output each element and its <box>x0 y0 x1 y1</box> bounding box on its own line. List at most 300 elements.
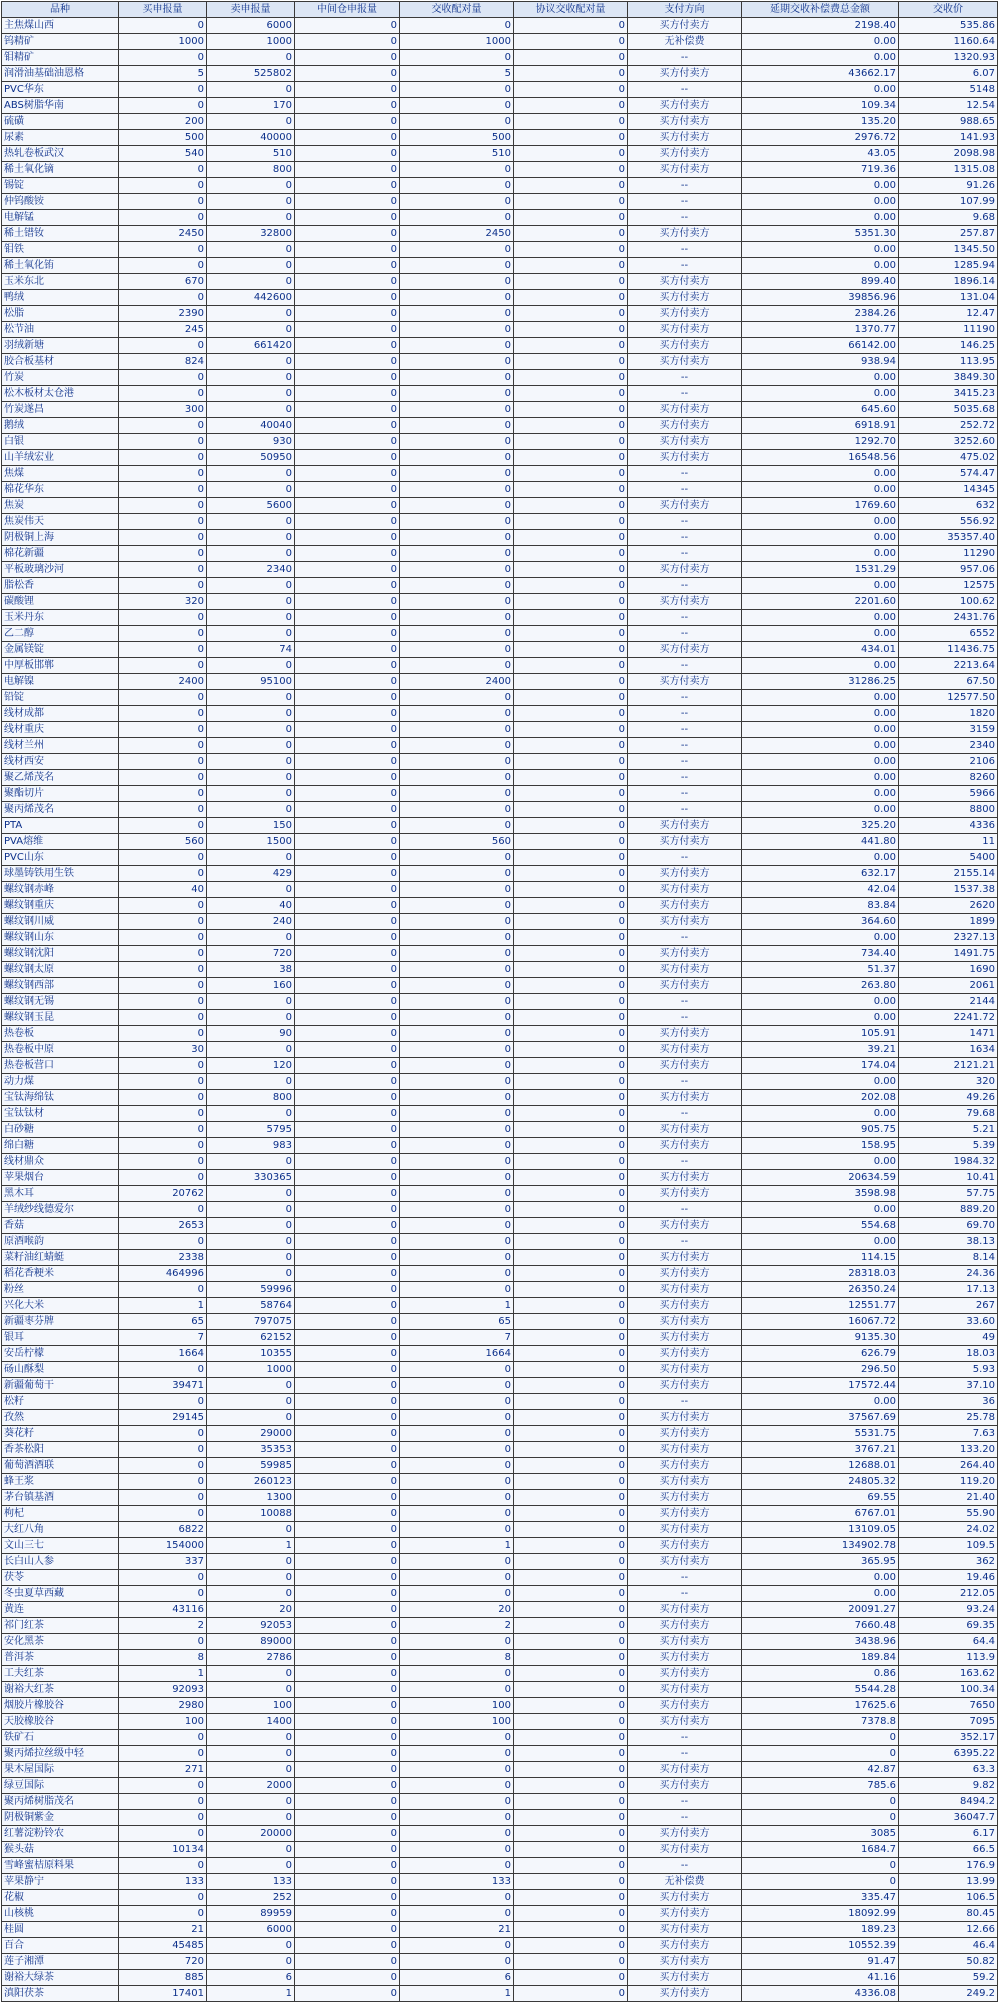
cell-payment-direction: -- <box>628 482 742 498</box>
cell-product: 鹅绒 <box>2 418 119 434</box>
cell-sell-qty: 95100 <box>207 674 295 690</box>
cell-matched-qty: 0 <box>400 642 514 658</box>
cell-sell-qty: 0 <box>207 770 295 786</box>
cell-buy-qty: 670 <box>119 274 207 290</box>
cell-product: 粉丝 <box>2 1282 119 1298</box>
cell-payment-direction: 买方付卖方 <box>628 834 742 850</box>
cell-sell-qty: 92053 <box>207 1618 295 1634</box>
cell-settlement-price: 2155.14 <box>899 866 998 882</box>
cell-settlement-price: 7095 <box>899 1714 998 1730</box>
cell-product: 热轧卷板武汉 <box>2 146 119 162</box>
table-row <box>2 1394 998 1410</box>
cell-sell-qty: 0 <box>207 258 295 274</box>
cell-settlement-price: 91.26 <box>899 178 998 194</box>
cell-agreement-qty: 0 <box>514 1986 628 2002</box>
cell-product: 锡锭 <box>2 178 119 194</box>
cell-settlement-price: 5035.68 <box>899 402 998 418</box>
cell-sell-qty: 1500 <box>207 834 295 850</box>
cell-payment-direction: 买方付卖方 <box>628 818 742 834</box>
cell-settlement-price: 133.20 <box>899 1442 998 1458</box>
cell-middle-qty: 0 <box>295 1362 400 1378</box>
cell-compensation-total: 2384.26 <box>742 306 899 322</box>
cell-agreement-qty: 0 <box>514 258 628 274</box>
cell-compensation-total: 365.95 <box>742 1554 899 1570</box>
table-row <box>2 1410 998 1426</box>
cell-middle-qty: 0 <box>295 82 400 98</box>
cell-buy-qty: 500 <box>119 130 207 146</box>
cell-matched-qty: 0 <box>400 770 514 786</box>
cell-product: 桂圆 <box>2 1922 119 1938</box>
cell-buy-qty: 154000 <box>119 1538 207 1554</box>
cell-sell-qty: 0 <box>207 754 295 770</box>
cell-compensation-total: 0.86 <box>742 1666 899 1682</box>
cell-buy-qty: 0 <box>119 1234 207 1250</box>
cell-compensation-total: 51.37 <box>742 962 899 978</box>
cell-settlement-price: 59.2 <box>899 1970 998 1986</box>
cell-settlement-price: 2241.72 <box>899 1010 998 1026</box>
cell-agreement-qty: 0 <box>514 1442 628 1458</box>
cell-matched-qty: 5 <box>400 66 514 82</box>
cell-payment-direction: 买方付卖方 <box>628 498 742 514</box>
cell-settlement-price: 50.82 <box>899 1954 998 1970</box>
table-row <box>2 594 998 610</box>
cell-settlement-price: 1160.64 <box>899 34 998 50</box>
cell-agreement-qty: 0 <box>514 1538 628 1554</box>
cell-buy-qty: 7 <box>119 1330 207 1346</box>
cell-middle-qty: 0 <box>295 1330 400 1346</box>
cell-payment-direction: 买方付卖方 <box>628 562 742 578</box>
cell-sell-qty: 89000 <box>207 1634 295 1650</box>
cell-product: 螺纹钢重庆 <box>2 898 119 914</box>
cell-middle-qty: 0 <box>295 1490 400 1506</box>
cell-agreement-qty: 0 <box>514 482 628 498</box>
table-row <box>2 466 998 482</box>
cell-buy-qty: 720 <box>119 1954 207 1970</box>
cell-agreement-qty: 0 <box>514 866 628 882</box>
cell-matched-qty: 0 <box>400 1954 514 1970</box>
cell-compensation-total: 20091.27 <box>742 1602 899 1618</box>
cell-settlement-price: 8494.2 <box>899 1794 998 1810</box>
cell-agreement-qty: 0 <box>514 642 628 658</box>
cell-sell-qty: 40 <box>207 898 295 914</box>
cell-compensation-total: 6767.01 <box>742 1506 899 1522</box>
cell-agreement-qty: 0 <box>514 34 628 50</box>
cell-buy-qty: 0 <box>119 898 207 914</box>
cell-payment-direction: -- <box>628 1010 742 1026</box>
cell-settlement-price: 957.06 <box>899 562 998 578</box>
cell-sell-qty: 0 <box>207 1218 295 1234</box>
cell-matched-qty: 8 <box>400 1650 514 1666</box>
cell-buy-qty: 0 <box>119 1202 207 1218</box>
cell-matched-qty: 0 <box>400 1154 514 1170</box>
cell-matched-qty: 0 <box>400 402 514 418</box>
cell-product: 线材西安 <box>2 754 119 770</box>
cell-matched-qty: 0 <box>400 178 514 194</box>
cell-settlement-price: 11436.75 <box>899 642 998 658</box>
cell-sell-qty: 510 <box>207 146 295 162</box>
cell-agreement-qty: 0 <box>514 1234 628 1250</box>
cell-middle-qty: 0 <box>295 706 400 722</box>
cell-product: 松籽 <box>2 1394 119 1410</box>
cell-sell-qty: 0 <box>207 1266 295 1282</box>
cell-agreement-qty: 0 <box>514 674 628 690</box>
cell-compensation-total: 42.87 <box>742 1762 899 1778</box>
table-row <box>2 706 998 722</box>
table-row <box>2 1074 998 1090</box>
cell-middle-qty: 0 <box>295 1122 400 1138</box>
cell-agreement-qty: 0 <box>514 194 628 210</box>
cell-sell-qty: 2340 <box>207 562 295 578</box>
cell-settlement-price: 264.40 <box>899 1458 998 1474</box>
cell-matched-qty: 1 <box>400 1986 514 2002</box>
cell-middle-qty: 0 <box>295 146 400 162</box>
cell-settlement-price: 146.25 <box>899 338 998 354</box>
cell-product: 滇阳茯茶 <box>2 1986 119 2002</box>
cell-payment-direction: 买方付卖方 <box>628 594 742 610</box>
cell-agreement-qty: 0 <box>514 946 628 962</box>
cell-settlement-price: 5.93 <box>899 1362 998 1378</box>
cell-agreement-qty: 0 <box>514 242 628 258</box>
cell-payment-direction: 买方付卖方 <box>628 1778 742 1794</box>
cell-buy-qty: 2390 <box>119 306 207 322</box>
cell-payment-direction: -- <box>628 1202 742 1218</box>
cell-sell-qty: 0 <box>207 1410 295 1426</box>
table-row <box>2 1810 998 1826</box>
cell-buy-qty: 29145 <box>119 1410 207 1426</box>
cell-payment-direction: -- <box>628 546 742 562</box>
cell-agreement-qty: 0 <box>514 754 628 770</box>
cell-product: 稻花香粳米 <box>2 1266 119 1282</box>
cell-compensation-total: 0.00 <box>742 850 899 866</box>
cell-matched-qty: 100 <box>400 1714 514 1730</box>
cell-middle-qty: 0 <box>295 818 400 834</box>
cell-product: 普洱茶 <box>2 1650 119 1666</box>
cell-matched-qty: 0 <box>400 1186 514 1202</box>
cell-payment-direction: 买方付卖方 <box>628 1682 742 1698</box>
table-row <box>2 1538 998 1554</box>
cell-middle-qty: 0 <box>295 1266 400 1282</box>
cell-settlement-price: 1896.14 <box>899 274 998 290</box>
cell-agreement-qty: 0 <box>514 114 628 130</box>
cell-payment-direction: 买方付卖方 <box>628 1938 742 1954</box>
cell-matched-qty: 0 <box>400 1394 514 1410</box>
cell-sell-qty: 160 <box>207 978 295 994</box>
cell-matched-qty: 0 <box>400 1634 514 1650</box>
cell-buy-qty: 0 <box>119 194 207 210</box>
table-row <box>2 962 998 978</box>
cell-agreement-qty: 0 <box>514 1890 628 1906</box>
cell-sell-qty: 74 <box>207 642 295 658</box>
cell-agreement-qty: 0 <box>514 1426 628 1442</box>
cell-compensation-total: 9135.30 <box>742 1330 899 1346</box>
cell-compensation-total: 0.00 <box>742 1586 899 1602</box>
cell-matched-qty: 0 <box>400 258 514 274</box>
cell-payment-direction: 买方付卖方 <box>628 1922 742 1938</box>
cell-sell-qty: 1000 <box>207 1362 295 1378</box>
cell-payment-direction: -- <box>628 1234 742 1250</box>
cell-middle-qty: 0 <box>295 1250 400 1266</box>
table-row <box>2 1042 998 1058</box>
cell-middle-qty: 0 <box>295 1026 400 1042</box>
cell-agreement-qty: 0 <box>514 450 628 466</box>
cell-matched-qty: 510 <box>400 146 514 162</box>
cell-sell-qty: 50950 <box>207 450 295 466</box>
header-compensation-total: 延期交收补偿费总金额 <box>742 2 899 18</box>
cell-matched-qty: 0 <box>400 978 514 994</box>
cell-middle-qty: 0 <box>295 98 400 114</box>
cell-compensation-total: 0.00 <box>742 194 899 210</box>
cell-agreement-qty: 0 <box>514 1730 628 1746</box>
cell-sell-qty: 0 <box>207 178 295 194</box>
cell-payment-direction: -- <box>628 82 742 98</box>
cell-compensation-total: 3598.98 <box>742 1186 899 1202</box>
cell-middle-qty: 0 <box>295 338 400 354</box>
cell-compensation-total: 1684.7 <box>742 1842 899 1858</box>
cell-buy-qty: 0 <box>119 1074 207 1090</box>
cell-payment-direction: 买方付卖方 <box>628 290 742 306</box>
cell-matched-qty: 0 <box>400 418 514 434</box>
cell-buy-qty: 1 <box>119 1666 207 1682</box>
cell-settlement-price: 2620 <box>899 898 998 914</box>
cell-middle-qty: 0 <box>295 66 400 82</box>
cell-settlement-price: 2213.64 <box>899 658 998 674</box>
cell-settlement-price: 2431.76 <box>899 610 998 626</box>
cell-sell-qty: 0 <box>207 1858 295 1874</box>
cell-payment-direction: -- <box>628 994 742 1010</box>
cell-settlement-price: 2106 <box>899 754 998 770</box>
cell-settlement-price: 69.70 <box>899 1218 998 1234</box>
cell-compensation-total: 1531.29 <box>742 562 899 578</box>
cell-payment-direction: -- <box>628 850 742 866</box>
cell-payment-direction: -- <box>628 1570 742 1586</box>
cell-compensation-total: 0.00 <box>742 1570 899 1586</box>
cell-matched-qty: 0 <box>400 722 514 738</box>
cell-sell-qty: 10088 <box>207 1506 295 1522</box>
cell-compensation-total: 39.21 <box>742 1042 899 1058</box>
cell-settlement-price: 4336 <box>899 818 998 834</box>
cell-middle-qty: 0 <box>295 354 400 370</box>
cell-payment-direction: -- <box>628 1746 742 1762</box>
cell-payment-direction: 买方付卖方 <box>628 18 742 34</box>
cell-agreement-qty: 0 <box>514 1746 628 1762</box>
cell-settlement-price: 3159 <box>899 722 998 738</box>
cell-matched-qty: 500 <box>400 130 514 146</box>
cell-product: 松脂 <box>2 306 119 322</box>
cell-buy-qty: 0 <box>119 754 207 770</box>
cell-middle-qty: 0 <box>295 674 400 690</box>
cell-sell-qty: 62152 <box>207 1330 295 1346</box>
cell-compensation-total: 16067.72 <box>742 1314 899 1330</box>
cell-product: 乙二醇 <box>2 626 119 642</box>
cell-buy-qty: 0 <box>119 1826 207 1842</box>
cell-agreement-qty: 0 <box>514 1058 628 1074</box>
cell-buy-qty: 2980 <box>119 1698 207 1714</box>
cell-buy-qty: 0 <box>119 1282 207 1298</box>
cell-payment-direction: 买方付卖方 <box>628 1282 742 1298</box>
cell-matched-qty: 0 <box>400 690 514 706</box>
cell-compensation-total: 134902.78 <box>742 1538 899 1554</box>
cell-agreement-qty: 0 <box>514 1026 628 1042</box>
cell-sell-qty: 58764 <box>207 1298 295 1314</box>
cell-settlement-price: 6.17 <box>899 1826 998 1842</box>
cell-agreement-qty: 0 <box>514 82 628 98</box>
cell-agreement-qty: 0 <box>514 770 628 786</box>
cell-compensation-total: 0 <box>742 1746 899 1762</box>
cell-middle-qty: 0 <box>295 626 400 642</box>
table-row <box>2 1906 998 1922</box>
cell-buy-qty: 0 <box>119 178 207 194</box>
cell-sell-qty: 983 <box>207 1138 295 1154</box>
cell-middle-qty: 0 <box>295 482 400 498</box>
cell-middle-qty: 0 <box>295 1346 400 1362</box>
cell-compensation-total: 938.94 <box>742 354 899 370</box>
cell-matched-qty: 0 <box>400 242 514 258</box>
cell-product: 果木屋国际 <box>2 1762 119 1778</box>
cell-sell-qty: 800 <box>207 162 295 178</box>
cell-matched-qty: 1 <box>400 1298 514 1314</box>
cell-middle-qty: 0 <box>295 1218 400 1234</box>
cell-middle-qty: 0 <box>295 722 400 738</box>
cell-product: 铅锭 <box>2 690 119 706</box>
cell-compensation-total: 263.80 <box>742 978 899 994</box>
cell-middle-qty: 0 <box>295 210 400 226</box>
cell-payment-direction: 买方付卖方 <box>628 402 742 418</box>
cell-product: 螺纹钢沈阳 <box>2 946 119 962</box>
cell-product: 长白山人参 <box>2 1554 119 1570</box>
cell-agreement-qty: 0 <box>514 1778 628 1794</box>
cell-payment-direction: 买方付卖方 <box>628 1298 742 1314</box>
cell-compensation-total: 364.60 <box>742 914 899 930</box>
cell-matched-qty: 0 <box>400 562 514 578</box>
cell-settlement-price: 1899 <box>899 914 998 930</box>
cell-settlement-price: 2327.13 <box>899 930 998 946</box>
cell-compensation-total: 12551.77 <box>742 1298 899 1314</box>
cell-matched-qty: 0 <box>400 450 514 466</box>
cell-product: 动力煤 <box>2 1074 119 1090</box>
cell-buy-qty: 0 <box>119 1634 207 1650</box>
cell-buy-qty: 885 <box>119 1970 207 1986</box>
cell-agreement-qty: 0 <box>514 530 628 546</box>
cell-settlement-price: 988.65 <box>899 114 998 130</box>
cell-agreement-qty: 0 <box>514 1506 628 1522</box>
cell-settlement-price: 1345.50 <box>899 242 998 258</box>
table-row <box>2 514 998 530</box>
table-row <box>2 1218 998 1234</box>
table-row <box>2 562 998 578</box>
cell-payment-direction: 买方付卖方 <box>628 1554 742 1570</box>
cell-middle-qty: 0 <box>295 1938 400 1954</box>
cell-matched-qty: 0 <box>400 514 514 530</box>
cell-sell-qty: 6000 <box>207 1922 295 1938</box>
cell-middle-qty: 0 <box>295 34 400 50</box>
cell-agreement-qty: 0 <box>514 1522 628 1538</box>
cell-settlement-price: 12.47 <box>899 306 998 322</box>
cell-buy-qty: 0 <box>119 450 207 466</box>
cell-agreement-qty: 0 <box>514 658 628 674</box>
cell-compensation-total: 0.00 <box>742 258 899 274</box>
cell-settlement-price: 1537.38 <box>899 882 998 898</box>
cell-compensation-total: 0.00 <box>742 738 899 754</box>
cell-buy-qty: 0 <box>119 930 207 946</box>
cell-settlement-price: 21.40 <box>899 1490 998 1506</box>
cell-matched-qty: 0 <box>400 1250 514 1266</box>
cell-product: PVC华东 <box>2 82 119 98</box>
cell-compensation-total: 0.00 <box>742 658 899 674</box>
cell-buy-qty: 0 <box>119 1170 207 1186</box>
cell-matched-qty: 0 <box>400 194 514 210</box>
cell-payment-direction: 买方付卖方 <box>628 1362 742 1378</box>
table-row <box>2 130 998 146</box>
cell-product: 润滑油基础油恩格 <box>2 66 119 82</box>
cell-agreement-qty: 0 <box>514 1650 628 1666</box>
cell-buy-qty: 0 <box>119 1778 207 1794</box>
cell-compensation-total: 26350.24 <box>742 1282 899 1298</box>
cell-buy-qty: 0 <box>119 1810 207 1826</box>
cell-middle-qty: 0 <box>295 1138 400 1154</box>
cell-matched-qty: 0 <box>400 1586 514 1602</box>
cell-product: 猴头菇 <box>2 1842 119 1858</box>
cell-compensation-total: 7660.48 <box>742 1618 899 1634</box>
cell-middle-qty: 0 <box>295 114 400 130</box>
cell-sell-qty: 0 <box>207 1954 295 1970</box>
cell-agreement-qty: 0 <box>514 1634 628 1650</box>
cell-product: 红薯淀粉铃农 <box>2 1826 119 1842</box>
header-sell-qty: 卖申报量 <box>207 2 295 18</box>
header-matched-qty: 交收配对量 <box>400 2 514 18</box>
cell-buy-qty: 0 <box>119 242 207 258</box>
cell-buy-qty: 0 <box>119 466 207 482</box>
cell-product: 宝钛钛材 <box>2 1106 119 1122</box>
cell-product: 焦煤 <box>2 466 119 482</box>
cell-matched-qty: 0 <box>400 98 514 114</box>
table-row <box>2 1122 998 1138</box>
cell-agreement-qty: 0 <box>514 274 628 290</box>
cell-product: 银耳 <box>2 1330 119 1346</box>
cell-payment-direction: -- <box>628 370 742 386</box>
cell-matched-qty: 0 <box>400 1426 514 1442</box>
cell-payment-direction: 买方付卖方 <box>628 1346 742 1362</box>
cell-buy-qty: 92093 <box>119 1682 207 1698</box>
cell-compensation-total: 174.04 <box>742 1058 899 1074</box>
cell-sell-qty: 0 <box>207 802 295 818</box>
table-row <box>2 338 998 354</box>
cell-matched-qty: 100 <box>400 1698 514 1714</box>
cell-payment-direction: 买方付卖方 <box>628 1026 742 1042</box>
cell-buy-qty: 30 <box>119 1042 207 1058</box>
cell-compensation-total: 91.47 <box>742 1954 899 1970</box>
cell-product: 脂松香 <box>2 578 119 594</box>
cell-matched-qty: 0 <box>400 18 514 34</box>
cell-agreement-qty: 0 <box>514 962 628 978</box>
cell-buy-qty: 0 <box>119 1426 207 1442</box>
cell-payment-direction: 买方付卖方 <box>628 1250 742 1266</box>
cell-sell-qty: 0 <box>207 210 295 226</box>
cell-middle-qty: 0 <box>295 514 400 530</box>
cell-settlement-price: 6395.22 <box>899 1746 998 1762</box>
cell-product: 苹果烟台 <box>2 1170 119 1186</box>
cell-matched-qty: 0 <box>400 1490 514 1506</box>
cell-agreement-qty: 0 <box>514 1314 628 1330</box>
cell-product: 绵白糖 <box>2 1138 119 1154</box>
cell-agreement-qty: 0 <box>514 818 628 834</box>
cell-compensation-total: 0.00 <box>742 690 899 706</box>
cell-agreement-qty: 0 <box>514 1250 628 1266</box>
cell-product: 中厚板邯郸 <box>2 658 119 674</box>
table-row <box>2 1106 998 1122</box>
cell-middle-qty: 0 <box>295 658 400 674</box>
cell-payment-direction: 买方付卖方 <box>628 1842 742 1858</box>
cell-agreement-qty: 0 <box>514 306 628 322</box>
